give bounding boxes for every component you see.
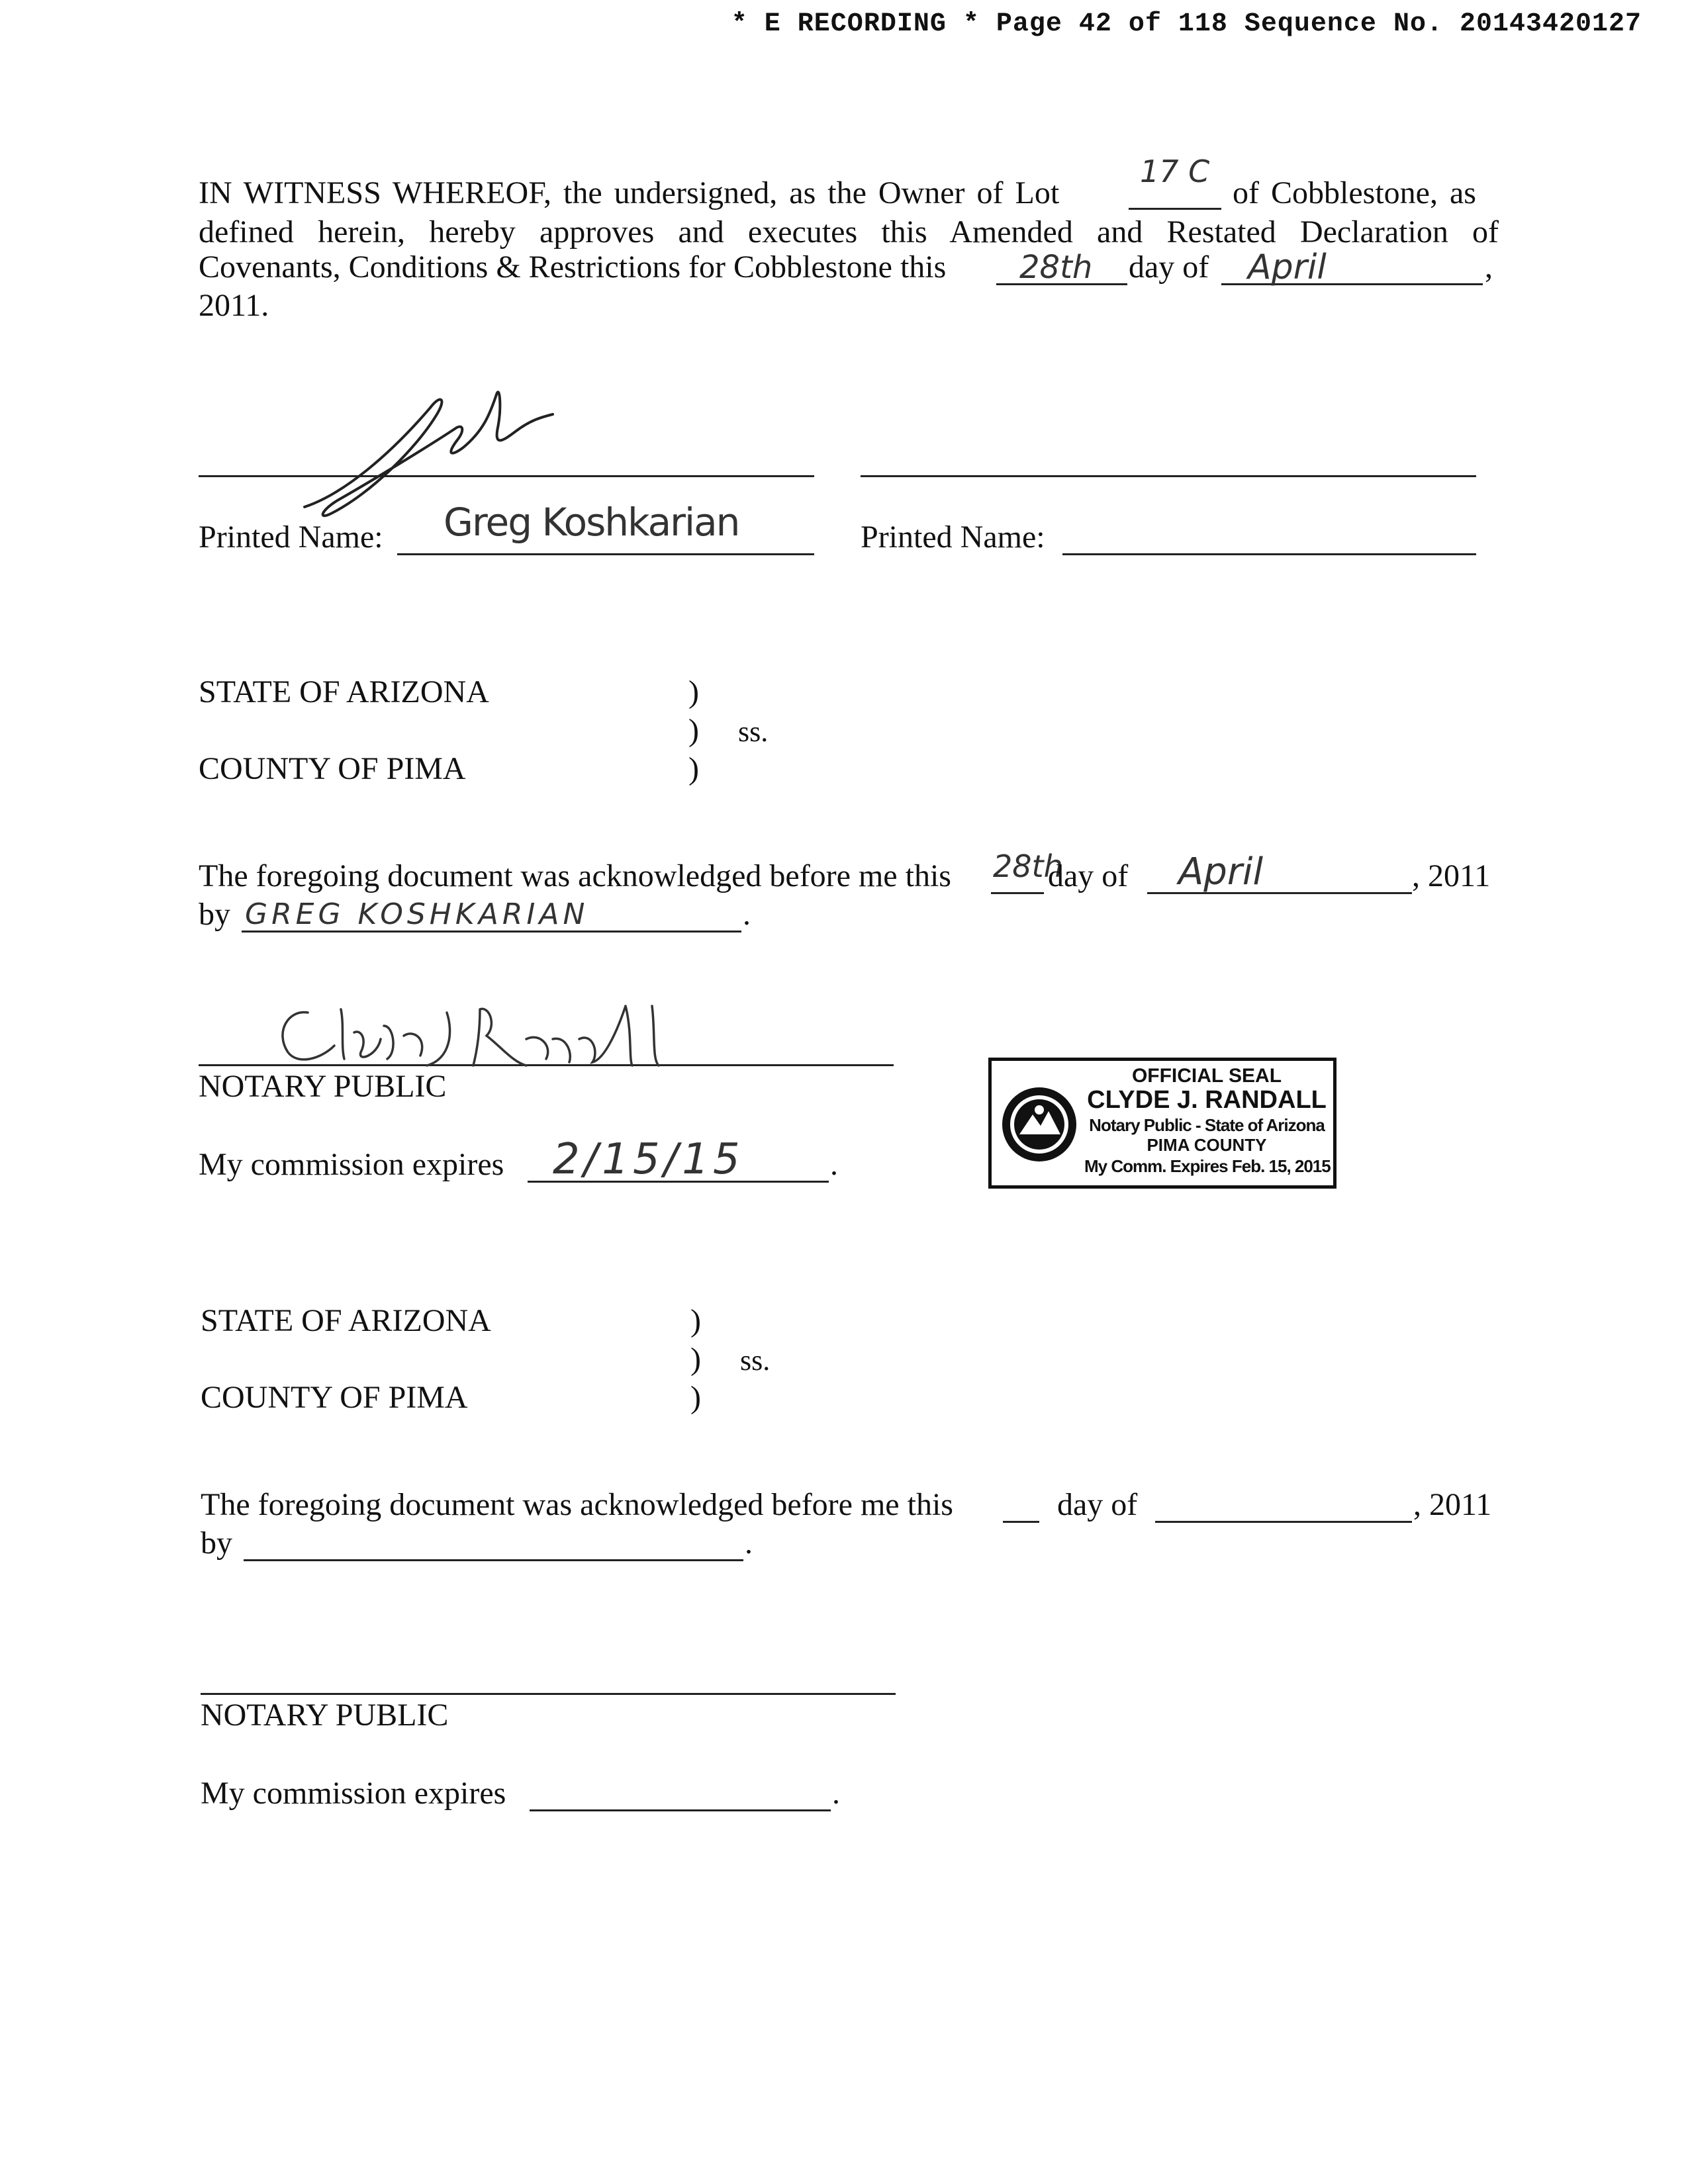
venue-1-paren-3: ) xyxy=(688,751,699,786)
ack-1-day-value: 28th xyxy=(993,848,1063,884)
venue-1-state: STATE OF ARIZONA xyxy=(199,674,489,709)
witness-line-3a: Covenants, Conditions & Restrictions for Cobblestone this xyxy=(199,250,947,285)
printed-name-label-2: Printed Name: xyxy=(861,520,1045,555)
ack-2-text-a: The foregoing document was acknowledged before me this xyxy=(201,1487,953,1522)
seal-line-1: OFFICIAL SEAL xyxy=(1131,1065,1282,1087)
seal-line-2: CLYDE J. RANDALL xyxy=(1087,1086,1327,1114)
notary-1-commission-label: My commission expires xyxy=(199,1147,504,1182)
venue-1-paren-1: ) xyxy=(688,674,699,709)
lot-number-blank xyxy=(1129,208,1221,210)
notary-2-commission-blank xyxy=(530,1809,831,1811)
notary-1-signature xyxy=(261,999,712,1072)
seal-line-4: PIMA COUNTY xyxy=(1147,1135,1267,1155)
seal-line-5: My Comm. Expires Feb. 15, 2015 xyxy=(1084,1156,1331,1176)
venue-2-state: STATE OF ARIZONA xyxy=(201,1303,491,1338)
witness-line-2-container xyxy=(199,213,1499,251)
lot-number-value: 17 C xyxy=(1140,154,1210,189)
witness-day-value: 28th xyxy=(1019,249,1093,286)
venue-1-county: COUNTY OF PIMA xyxy=(199,751,466,786)
notary-1-commission-value: 2/15/15 xyxy=(553,1135,744,1184)
witness-line-2: defined herein, hereby approves and executes this Amended and Restated Declaration of xyxy=(199,214,1499,250)
printed-name-value-1: Greg Koshkarian xyxy=(444,500,739,545)
ack-1-by-label: by xyxy=(199,897,230,932)
notary-official-seal xyxy=(988,1058,1336,1189)
owner-signature-line-2 xyxy=(861,475,1476,477)
recording-header: * E RECORDING * Page 42 of 118 Sequence No. 20143420127 xyxy=(731,9,1642,39)
ack-2-by-blank xyxy=(244,1559,743,1561)
ack-2-by-label: by xyxy=(201,1525,232,1561)
venue-2-paren-1: ) xyxy=(690,1303,701,1338)
seal-line-3: Notary Public - State of Arizona xyxy=(1089,1115,1325,1135)
ack-2-period: . xyxy=(745,1525,753,1561)
printed-name-blank-1 xyxy=(397,553,814,555)
ack-2-day-blank xyxy=(1003,1521,1039,1523)
ack-1-period: . xyxy=(743,897,751,932)
venue-2-paren-2: ) xyxy=(690,1342,701,1377)
venue-1-ss: ss. xyxy=(738,715,769,748)
printed-name-blank-2 xyxy=(1062,553,1476,555)
witness-month-value: April xyxy=(1248,248,1327,287)
ack-1-text-a: The foregoing document was acknowledged before me this xyxy=(199,858,951,893)
ack-2-month-blank xyxy=(1155,1521,1412,1523)
ack-1-day-blank xyxy=(991,892,1044,894)
witness-line-3b: day of xyxy=(1129,250,1209,285)
venue-2-ss: ss. xyxy=(740,1344,771,1377)
notary-2-period: . xyxy=(832,1776,840,1811)
witness-line-3-end: , xyxy=(1485,250,1493,285)
ack-1-month-value: April xyxy=(1178,850,1263,893)
ack-2-year: , 2011 xyxy=(1413,1487,1492,1522)
venue-2-paren-3: ) xyxy=(690,1380,701,1415)
witness-line-1a: IN WITNESS WHEREOF, the undersigned, as the Owner of Lot xyxy=(199,175,1060,210)
notary-2-commission-label: My commission expires xyxy=(201,1776,506,1811)
notary-2-label: NOTARY PUBLIC xyxy=(201,1698,449,1733)
witness-line-1b: of Cobblestone, as xyxy=(1233,175,1476,210)
ack-2-text-b: day of xyxy=(1057,1487,1138,1522)
ack-1-text-b: day of xyxy=(1048,858,1129,893)
notary-1-label: NOTARY PUBLIC xyxy=(199,1069,447,1104)
arizona-seal-emblem-icon xyxy=(1000,1085,1079,1164)
notary-1-period: . xyxy=(830,1147,838,1182)
notary-2-signature-line xyxy=(201,1693,896,1695)
witness-line-4: 2011. xyxy=(199,288,269,323)
printed-name-label-1: Printed Name: xyxy=(199,520,383,555)
ack-1-by-value: GREG KOSHKARIAN xyxy=(245,897,589,931)
venue-1-paren-2: ) xyxy=(688,713,699,748)
ack-1-year: , 2011 xyxy=(1412,858,1491,893)
venue-2-county: COUNTY OF PIMA xyxy=(201,1380,468,1415)
